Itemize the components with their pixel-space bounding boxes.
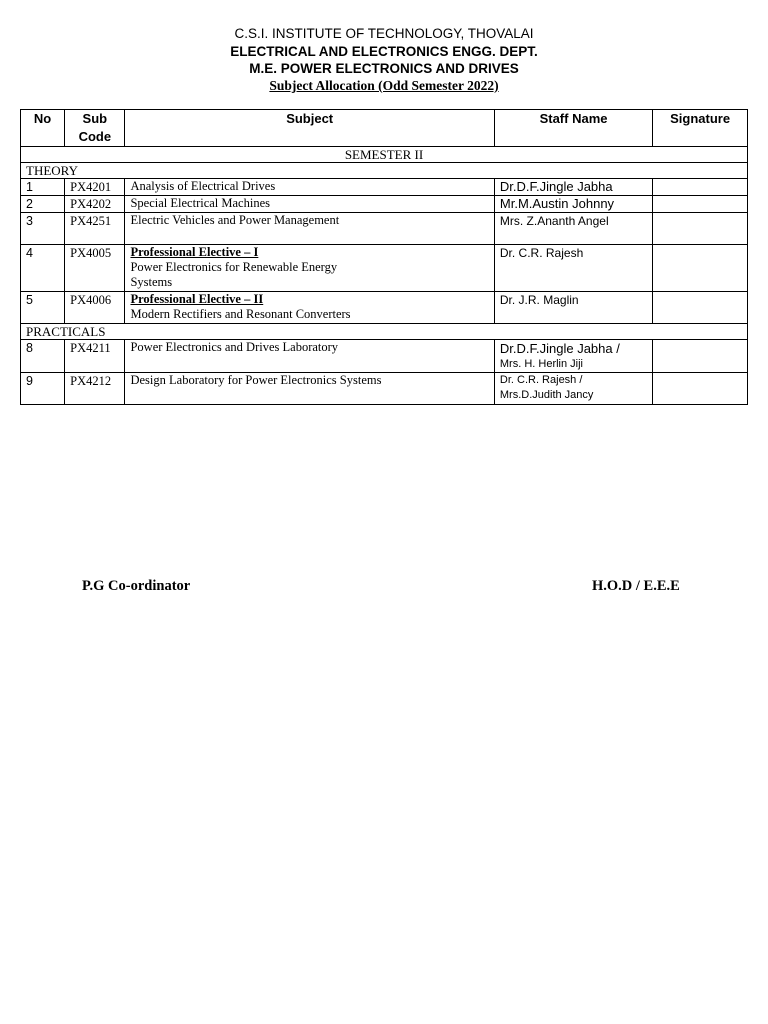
row-staff: Dr. J.R. Maglin xyxy=(494,292,652,324)
row-no: 9 xyxy=(21,373,65,405)
row-staff: Mrs. Z.Ananth Angel xyxy=(494,213,652,245)
programme-name: M.E. POWER ELECTRONICS AND DRIVES xyxy=(249,61,519,76)
table-row xyxy=(21,340,748,373)
semester-row xyxy=(21,147,748,163)
theory-label: THEORY xyxy=(21,163,748,179)
row-subject-line1: Power Electronics for Renewable Energy xyxy=(130,260,338,274)
row-no: 5 xyxy=(21,292,65,324)
row-signature xyxy=(653,196,748,213)
row-staff: Dr. C.R. Rajesh xyxy=(494,245,652,292)
row-code: PX4006 xyxy=(65,292,125,324)
table-row xyxy=(21,245,748,292)
row-no: 2 xyxy=(21,196,65,213)
row-code: PX4211 xyxy=(65,340,125,373)
row-subject: Power Electronics and Drives Laboratory xyxy=(125,340,494,373)
theory-group-row xyxy=(21,163,748,179)
row-subject xyxy=(125,292,494,324)
row-no: 8 xyxy=(21,340,65,373)
table-header-row xyxy=(21,110,748,147)
row-staff-line1: Dr.D.F.Jingle Jabha / xyxy=(499,341,620,356)
row-subject: Design Laboratory for Power Electronics Systems xyxy=(125,373,494,405)
semester-label: SEMESTER II xyxy=(21,147,748,163)
table-row xyxy=(21,196,748,213)
row-signature xyxy=(653,179,748,196)
row-code: PX4202 xyxy=(65,196,125,213)
row-code: PX4201 xyxy=(65,179,125,196)
col-header-sub-code-line2: Code xyxy=(78,129,112,144)
row-subject: Electric Vehicles and Power Management xyxy=(125,213,494,245)
row-staff xyxy=(494,373,652,405)
row-subject: Analysis of Electrical Drives xyxy=(125,179,494,196)
row-signature xyxy=(653,245,748,292)
col-header-sub-code xyxy=(65,110,125,147)
col-header-sub-code-line1: Sub xyxy=(82,111,108,126)
row-subject-line2: Systems xyxy=(130,275,173,289)
row-signature xyxy=(653,340,748,373)
row-signature xyxy=(653,373,748,405)
institute-name: C.S.I. INSTITUTE OF TECHNOLOGY, THOVALAI xyxy=(234,26,534,41)
table-row xyxy=(21,179,748,196)
col-header-no: No xyxy=(21,110,65,147)
practicals-group-row xyxy=(21,324,748,340)
elective-label: Professional Elective – I xyxy=(130,245,259,259)
row-no: 4 xyxy=(21,245,65,292)
col-header-subject: Subject xyxy=(125,110,494,147)
elective-label: Professional Elective – II xyxy=(130,292,264,306)
pg-coordinator-signature-label: P.G Co-ordinator xyxy=(82,578,191,594)
table-row xyxy=(21,292,748,324)
row-code: PX4212 xyxy=(65,373,125,405)
table-row xyxy=(21,373,748,405)
document-title: Subject Allocation (Odd Semester 2022) xyxy=(269,78,499,93)
row-code: PX4005 xyxy=(65,245,125,292)
row-staff: Mr.M.Austin Johnny xyxy=(494,196,652,213)
row-staff-line2: Mrs.D.Judith Jancy xyxy=(499,389,594,401)
row-signature xyxy=(653,292,748,324)
hod-signature-label: H.O.D / E.E.E xyxy=(592,578,680,594)
subject-allocation-table xyxy=(20,109,748,405)
row-no: 1 xyxy=(21,179,65,196)
row-code: PX4251 xyxy=(65,213,125,245)
practicals-label: PRACTICALS xyxy=(21,324,748,340)
row-staff: Dr.D.F.Jingle Jabha xyxy=(494,179,652,196)
row-subject-line1: Modern Rectifiers and Resonant Converters xyxy=(130,307,351,321)
row-staff-line2: Mrs. H. Herlin Jiji xyxy=(499,358,584,370)
row-staff xyxy=(494,340,652,373)
row-subject xyxy=(125,245,494,292)
row-subject: Special Electrical Machines xyxy=(125,196,494,213)
row-signature xyxy=(653,213,748,245)
col-header-staff: Staff Name xyxy=(494,110,652,147)
table-row xyxy=(21,213,748,245)
col-header-signature: Signature xyxy=(653,110,748,147)
row-no: 3 xyxy=(21,213,65,245)
department-name: ELECTRICAL AND ELECTRONICS ENGG. DEPT. xyxy=(230,44,538,59)
row-staff-line1: Dr. C.R. Rajesh / xyxy=(499,374,583,386)
